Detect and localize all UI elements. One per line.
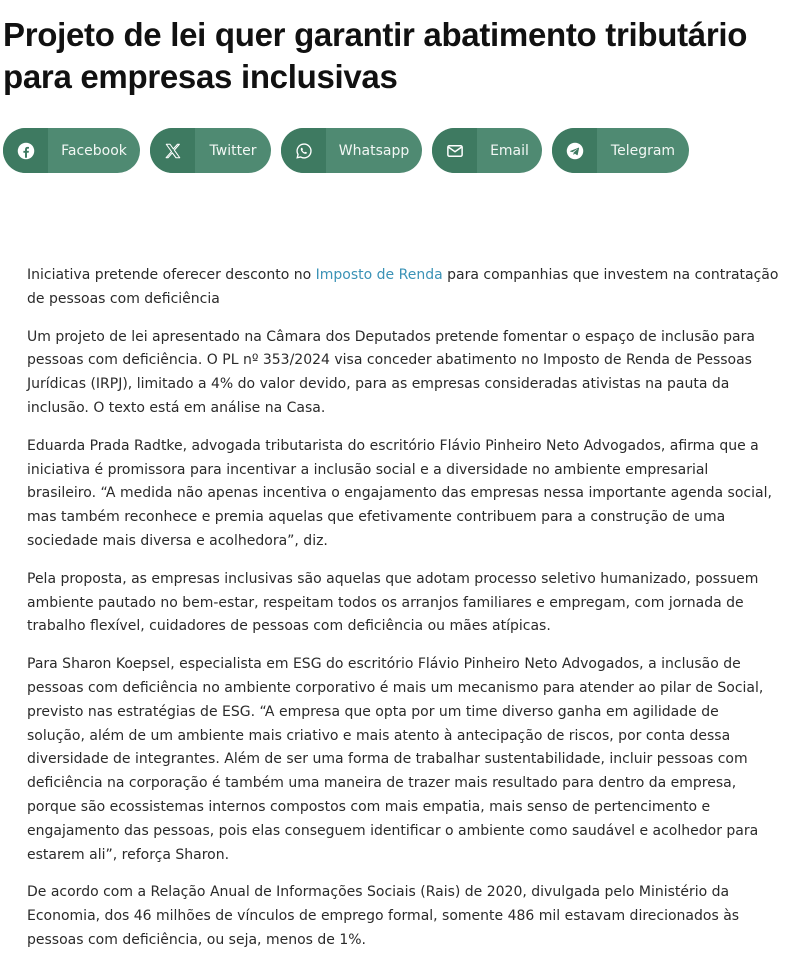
lead-text-before: Iniciativa pretende oferecer desconto no (27, 267, 316, 283)
share-facebook-label: Facebook (61, 142, 127, 159)
facebook-icon (3, 128, 48, 173)
article-paragraph: Eduarda Prada Radtke, advogada tributarista do escritório Flávio Pinheiro Neto Advogados, afirma que a iniciativa é promissora para incentivar a inclusão social e a diversidade no ambiente empresarial brasileiro. “A medida não apenas incentiva o engajamento das empresas nessa importante agenda social, mas também reconhece e premia aquelas que efetivamente contribuem para a construção de uma sociedade mais diversa e acolhedora”, diz. (27, 437, 772, 549)
x-twitter-icon (150, 128, 195, 173)
share-twitter-button[interactable] (150, 128, 271, 173)
share-telegram-button[interactable] (552, 128, 689, 173)
article-paragraph: Pela proposta, as empresas inclusivas são aquelas que adotam processo seletivo humanizado, possuem ambiente pautado no bem-estar, respeitam todos os arranjos familiares e empregam, com jornada de trabalho flexível, cuidadores de pessoas com deficiência ou mães atípicas. (27, 570, 759, 635)
article-body (27, 264, 779, 967)
share-email-button[interactable] (432, 128, 542, 173)
share-twitter-label: Twitter (209, 142, 257, 159)
imposto-de-renda-link[interactable]: Imposto de Renda (315, 267, 443, 283)
email-icon (432, 128, 477, 173)
share-email-label: Email (490, 142, 529, 159)
whatsapp-icon (281, 128, 326, 173)
share-telegram-label: Telegram (610, 142, 676, 159)
share-whatsapp-button[interactable] (281, 128, 422, 173)
article-paragraph: Para Sharon Koepsel, especialista em ESG do escritório Flávio Pinheiro Neto Advogados, a inclusão de pessoas com deficiência no ambiente corporativo é mais um mecanismo para atender ao pilar de Social, previsto nas estratégias de ESG. “A empresa que opta por um time diverso ganha em agilidade de solução, além de um ambiente mais criativo e mais atento à antecipação de riscos, por conta dessa diversidade de integrantes. Além de ser uma forma de trabalhar sustentabilidade, incluir pessoas com deficiência na corporação é também uma maneira de trazer mais resultado para dentro da empresa, porque são ecossistemas internos compostos com mais empatia, mais senso de pertencimento e engajamento das pessoas, pois elas conseguem identificar o ambiente como saudável e acolhedor para estarem ali”, reforça Sharon. (27, 656, 764, 863)
article-paragraph: Um projeto de lei apresentado na Câmara dos Deputados pretende fomentar o espaço de inclusão para pessoas com deficiência. O PL nº 353/2024 visa conceder abatimento no Imposto de Renda de Pessoas Jurídicas (IRPJ), limitado a 4% do valor devido, para as empresas consideradas ativistas na pauta da inclusão. O texto está em análise na Casa. (27, 328, 755, 416)
article-paragraph: De acordo com a Relação Anual de Informações Sociais (Rais) de 2020, divulgada pelo Ministério da Economia, dos 46 milhões de vínculos de emprego formal, somente 486 mil estavam direcionados às pessoas com deficiência, ou seja, menos de 1%. (27, 884, 740, 948)
article-title: Projeto de lei quer garantir abatimento tributário para empresas inclusivas (3, 16, 748, 95)
share-facebook-button[interactable] (3, 128, 140, 173)
telegram-icon (552, 128, 597, 173)
article-lead (27, 264, 779, 312)
lead-text-after: para companhias que investem na contratação de pessoas com deficiência (27, 267, 779, 307)
share-whatsapp-label: Whatsapp (338, 142, 410, 159)
